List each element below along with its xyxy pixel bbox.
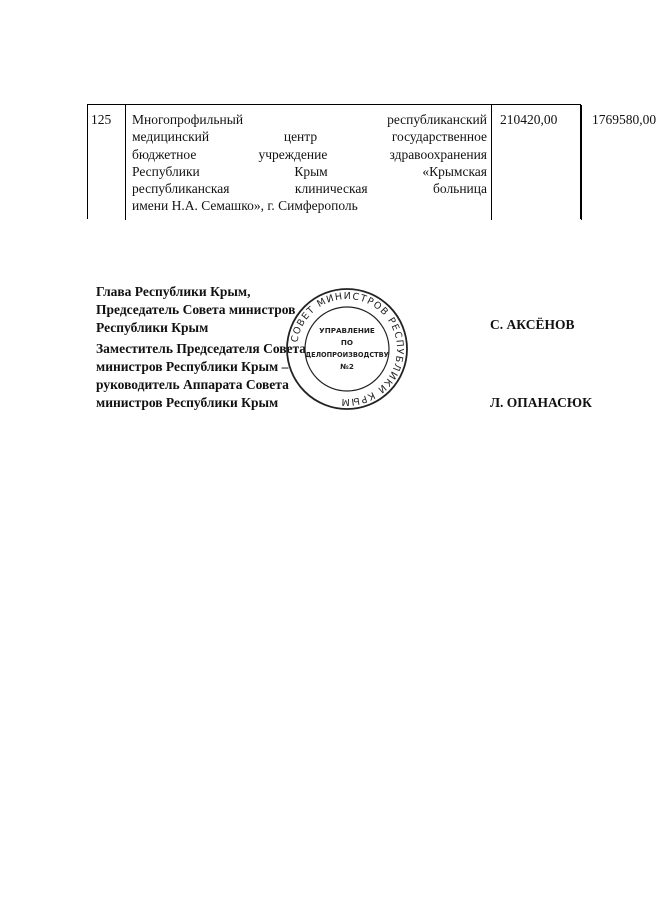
org-word: учреждение (258, 146, 328, 162)
row-number-cell (88, 105, 126, 220)
stamp-center-line: ПО (340, 338, 354, 347)
stamp-center-line: ДЕЛОПРОИЗВОДСТВУ (305, 351, 389, 359)
org-word: Крым (294, 163, 328, 179)
org-word: республиканская (132, 181, 230, 197)
org-word: больница (433, 181, 487, 197)
head-title-line: Республики Крым (96, 320, 209, 335)
stamp-inner-ring (305, 307, 389, 391)
org-line-1 (132, 111, 487, 128)
org-line-6: имени Н.А. Семашко», г. Симферополь (132, 198, 358, 214)
org-word: государственное (391, 129, 487, 145)
org-line-2 (132, 128, 487, 145)
head-title-line: Председатель Совета министров (96, 302, 296, 317)
org-word: центр (283, 129, 318, 145)
stamp-center-line: УПРАВЛЕНИЕ (319, 326, 375, 335)
org-word: Республики (132, 163, 200, 179)
org-word: медицинский (132, 129, 210, 145)
head-title-block (96, 283, 295, 337)
deputy-title-block (96, 340, 306, 412)
organization-cell (126, 105, 492, 220)
deputy-title-line: министров Республики Крым (96, 395, 279, 410)
head-title-line: Глава Республики Крым, (96, 284, 251, 299)
office-seal-stamp (284, 286, 410, 412)
deputy-title-line: министров Республики Крым – (96, 359, 289, 374)
deputy-signatory-name: Л. ОПАНАСЮК (490, 395, 592, 410)
org-word: здравоохранения (389, 146, 487, 162)
amount-cell-2 (582, 105, 668, 220)
deputy-title-line: Заместитель Председателя Совета (96, 341, 307, 356)
amount-cell-1 (492, 105, 582, 220)
stamp-center-line: №2 (340, 362, 354, 371)
head-signatory-name: С. АКСЁНОВ (490, 317, 575, 332)
amount-2: 1769580,00 (592, 112, 657, 127)
org-line-3 (132, 146, 487, 163)
org-line-5 (132, 180, 487, 197)
org-word: бюджетное (132, 146, 197, 162)
row-number: 125 (91, 112, 112, 127)
org-word: «Крымская (422, 163, 487, 179)
org-word: республиканский (387, 112, 487, 127)
amount-1: 210420,00 (500, 112, 558, 127)
deputy-title-line: руководитель Аппарата Совета (96, 377, 289, 392)
org-word: Многопрофильный (132, 112, 244, 127)
org-word: клиническая (294, 181, 368, 197)
stamp-ring-text: СОВЕТ МИНИСТРОВ РЕСПУБЛИКИ КРЫМ (289, 290, 406, 408)
budget-table (87, 104, 657, 219)
org-line-4 (132, 163, 487, 180)
